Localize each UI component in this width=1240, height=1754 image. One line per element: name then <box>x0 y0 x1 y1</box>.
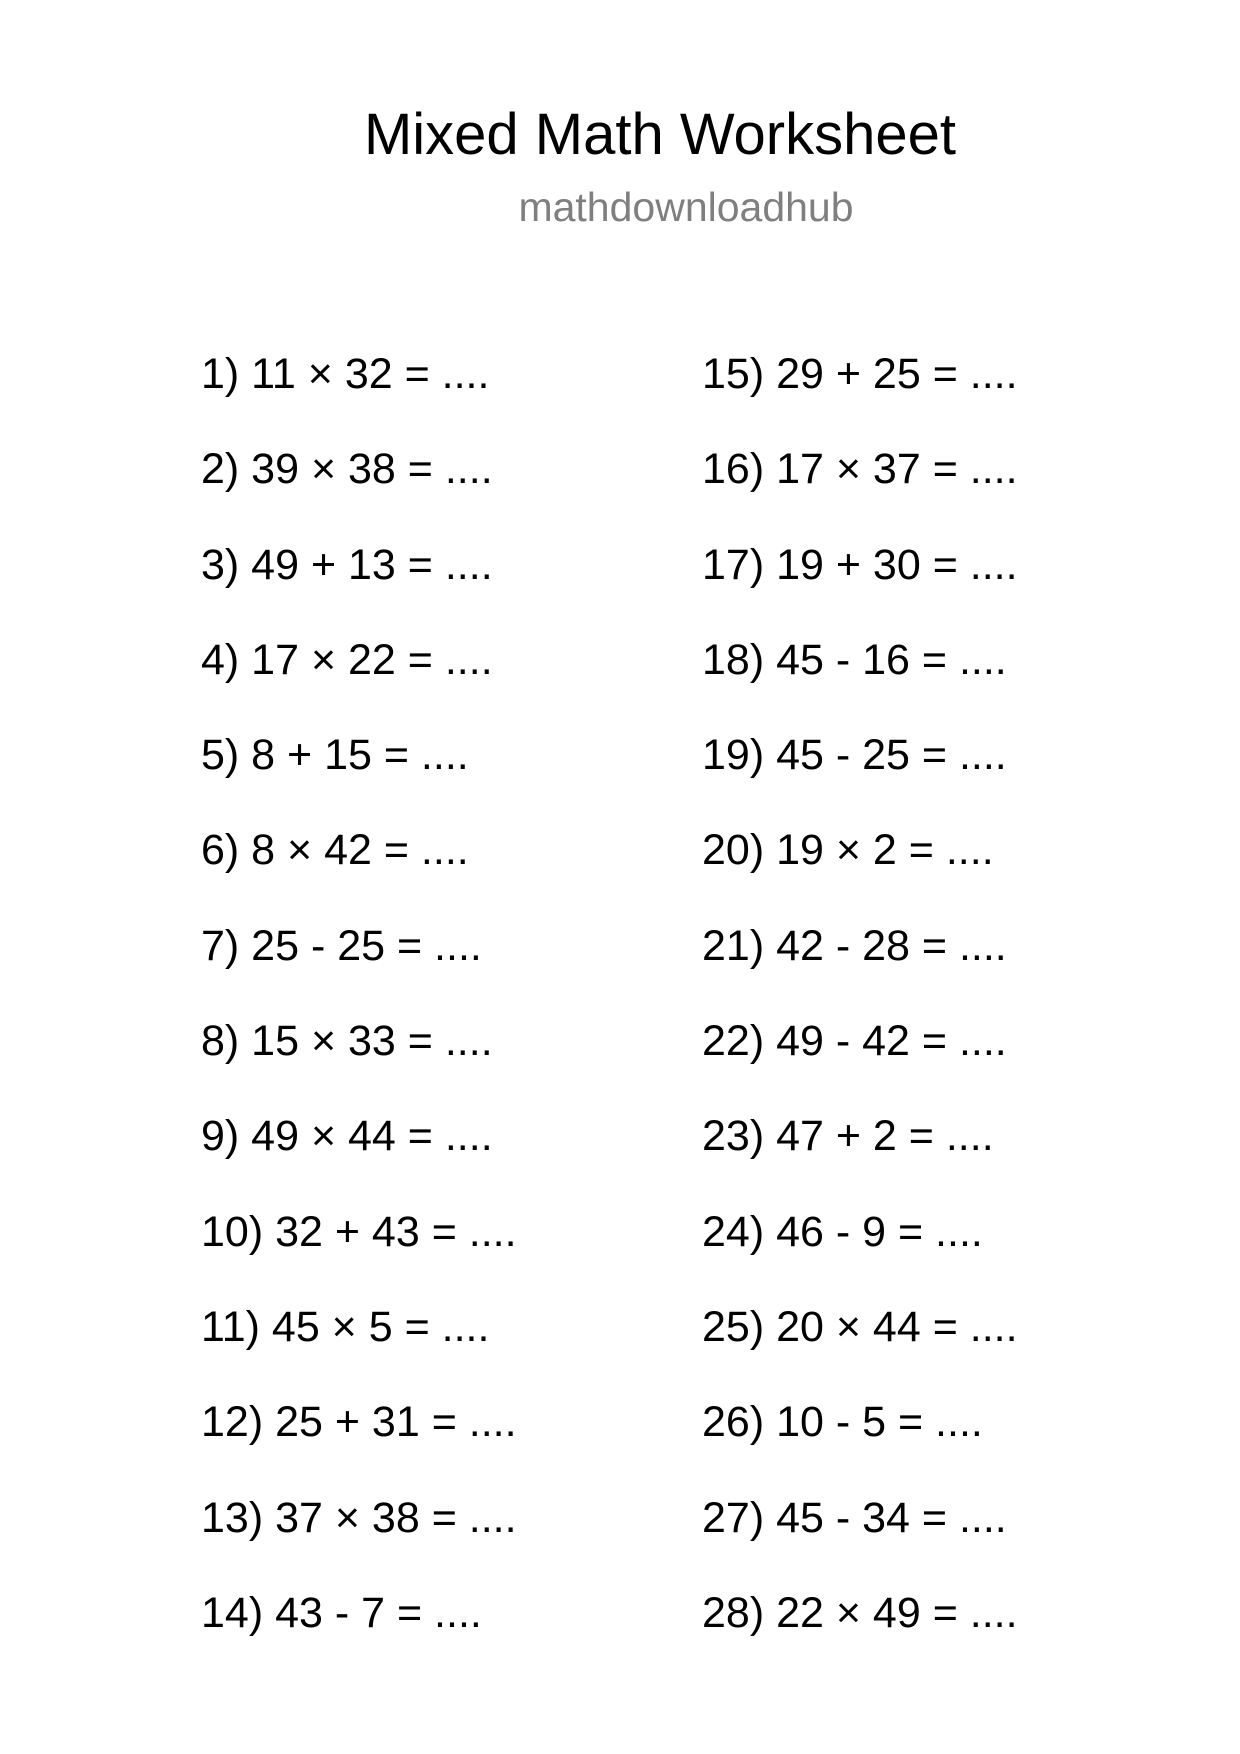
problem-item: 25) 20 × 44 = .... <box>702 1302 1018 1351</box>
problem-item: 20) 19 × 2 = .... <box>702 826 994 875</box>
problem-column-right <box>702 348 1018 1682</box>
page-title: Mixed Math Worksheet <box>363 102 957 167</box>
problem-item: 5) 8 + 15 = .... <box>201 731 469 780</box>
problem-item: 4) 17 × 22 = .... <box>201 635 493 684</box>
problem-item: 17) 19 + 30 = .... <box>702 540 1018 589</box>
problem-item: 24) 46 - 9 = .... <box>702 1207 983 1256</box>
problem-item: 21) 42 - 28 = .... <box>702 921 1007 970</box>
problem-item: 2) 39 × 38 = .... <box>201 445 493 494</box>
problem-item: 16) 17 × 37 = .... <box>702 445 1018 494</box>
problem-item: 23) 47 + 2 = .... <box>702 1112 994 1161</box>
problem-item: 9) 49 × 44 = .... <box>201 1112 493 1161</box>
problem-item: 12) 25 + 31 = .... <box>201 1398 517 1447</box>
problem-item: 6) 8 × 42 = .... <box>201 826 469 875</box>
problem-item: 13) 37 × 38 = .... <box>201 1493 517 1542</box>
page-subtitle: mathdownloadhub <box>518 184 854 230</box>
problem-item: 14) 43 - 7 = .... <box>201 1588 482 1637</box>
problem-item: 27) 45 - 34 = .... <box>702 1493 1007 1542</box>
problem-item: 26) 10 - 5 = .... <box>702 1398 983 1447</box>
problem-item: 28) 22 × 49 = .... <box>702 1588 1018 1637</box>
problem-column-left <box>201 348 517 1682</box>
problem-item: 1) 11 × 32 = .... <box>201 350 490 398</box>
problem-item: 8) 15 × 33 = .... <box>201 1017 493 1066</box>
problem-item: 7) 25 - 25 = .... <box>201 921 482 970</box>
problem-item: 18) 45 - 16 = .... <box>702 635 1007 684</box>
problem-item: 3) 49 + 13 = .... <box>201 540 493 589</box>
problem-item: 10) 32 + 43 = .... <box>201 1207 517 1256</box>
problem-item: 11) 45 × 5 = .... <box>201 1302 490 1351</box>
problem-item: 15) 29 + 25 = .... <box>702 350 1018 398</box>
problem-item: 22) 49 - 42 = .... <box>702 1017 1007 1066</box>
problem-item: 19) 45 - 25 = .... <box>702 731 1007 780</box>
